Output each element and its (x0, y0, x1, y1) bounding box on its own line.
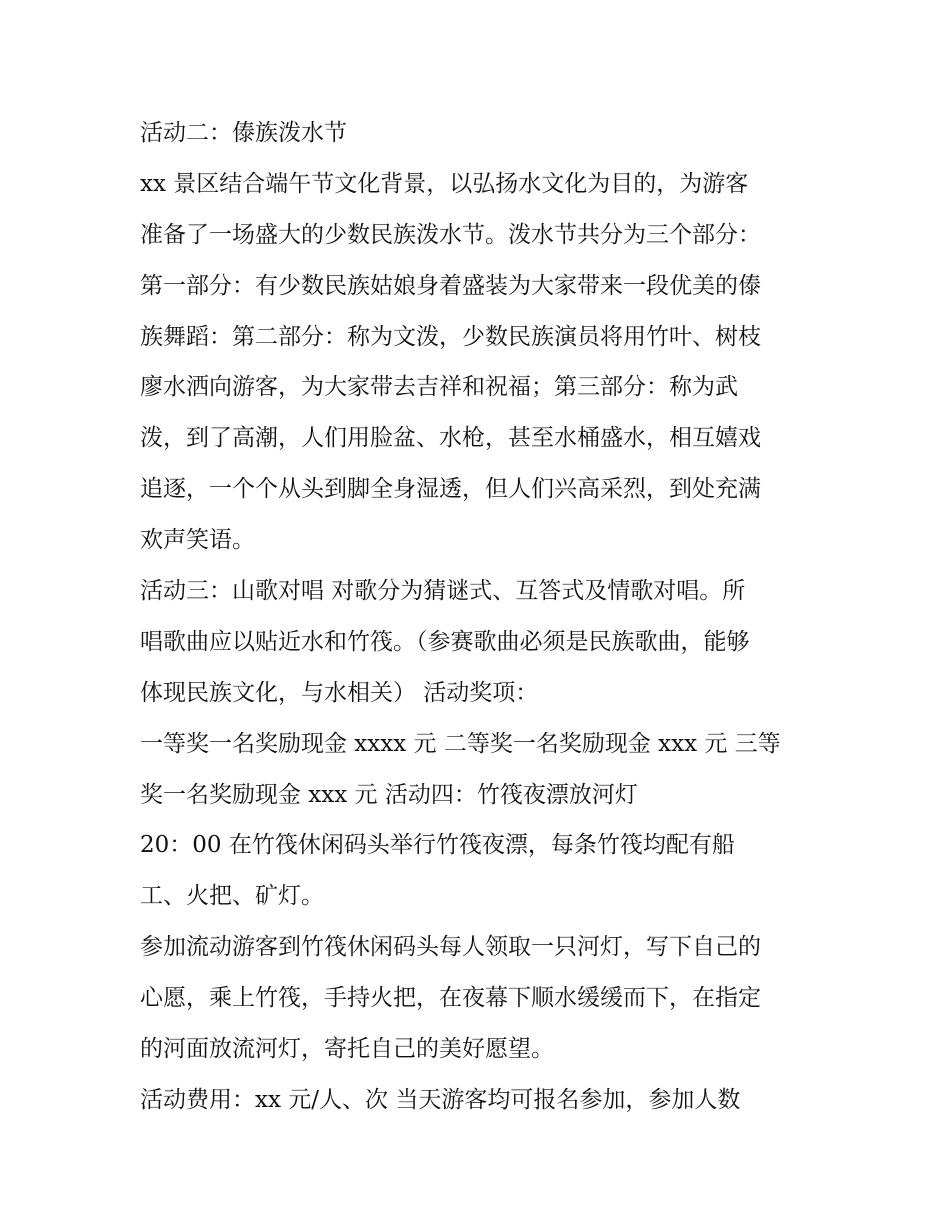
text-line: 泼，到了高潮，人们用脸盆、水枪，甚至水桶盛水，相互嬉戏 (140, 425, 761, 452)
text-line: 唱歌曲应以贴近水和竹筏。（参赛歌曲必须是民族歌曲，能够 (140, 628, 750, 655)
text-line: 活动三：山歌对唱 对歌分为猜谜式、互答式及情歌对唱。所 (140, 578, 746, 605)
text-line: 参加流动游客到竹筏休闲码头每人领取一只河灯，写下自己的 (140, 934, 761, 961)
text-line: 体现民族文化，与水相关） 活动奖项： (140, 679, 539, 706)
text-line: 廖水洒向游客，为大家带去吉祥和祝福；第三部分：称为武 (140, 374, 738, 401)
text-line: 准备了一场盛大的少数民族泼水节。泼水节共分为三个部分： (140, 221, 761, 248)
text-line: 奖一名奖励现金 xxx 元 活动四：竹筏夜漂放河灯 (140, 781, 638, 808)
text-line: 一等奖一名奖励现金 xxxx 元 二等奖一名奖励现金 xxx 元 三等 (140, 730, 781, 757)
text-line: 族舞蹈：第二部分：称为文泼，少数民族演员将用竹叶、树枝 (140, 323, 761, 350)
text-line: 欢声笑语。 (140, 527, 255, 554)
text-line: 追逐，一个个从头到脚全身湿透，但人们兴高采烈，到处充满 (140, 476, 761, 503)
text-line: 活动费用：xx 元/人、次 当天游客均可报名参加，参加人数 (140, 1086, 741, 1113)
text-line: 20：00 在竹筏休闲码头举行竹筏夜漂，每条竹筏均配有船 (140, 832, 735, 859)
text-line: 工、火把、矿灯。 (140, 883, 324, 910)
body-text (140, 108, 830, 1126)
text-line: 活动二：傣族泼水节 (140, 120, 347, 146)
text-line: 第一部分：有少数民族姑娘身着盛装为大家带来一段优美的傣 (140, 272, 761, 299)
text-line: xx 景区结合端午节文化背景，以弘扬水文化为目的，为游客 (140, 170, 749, 197)
text-line: 的河面放流河灯，寄托自己的美好愿望。 (140, 1036, 554, 1063)
text-line: 心愿，乘上竹筏，手持火把，在夜幕下顺水缓缓而下，在指定 (140, 985, 761, 1012)
